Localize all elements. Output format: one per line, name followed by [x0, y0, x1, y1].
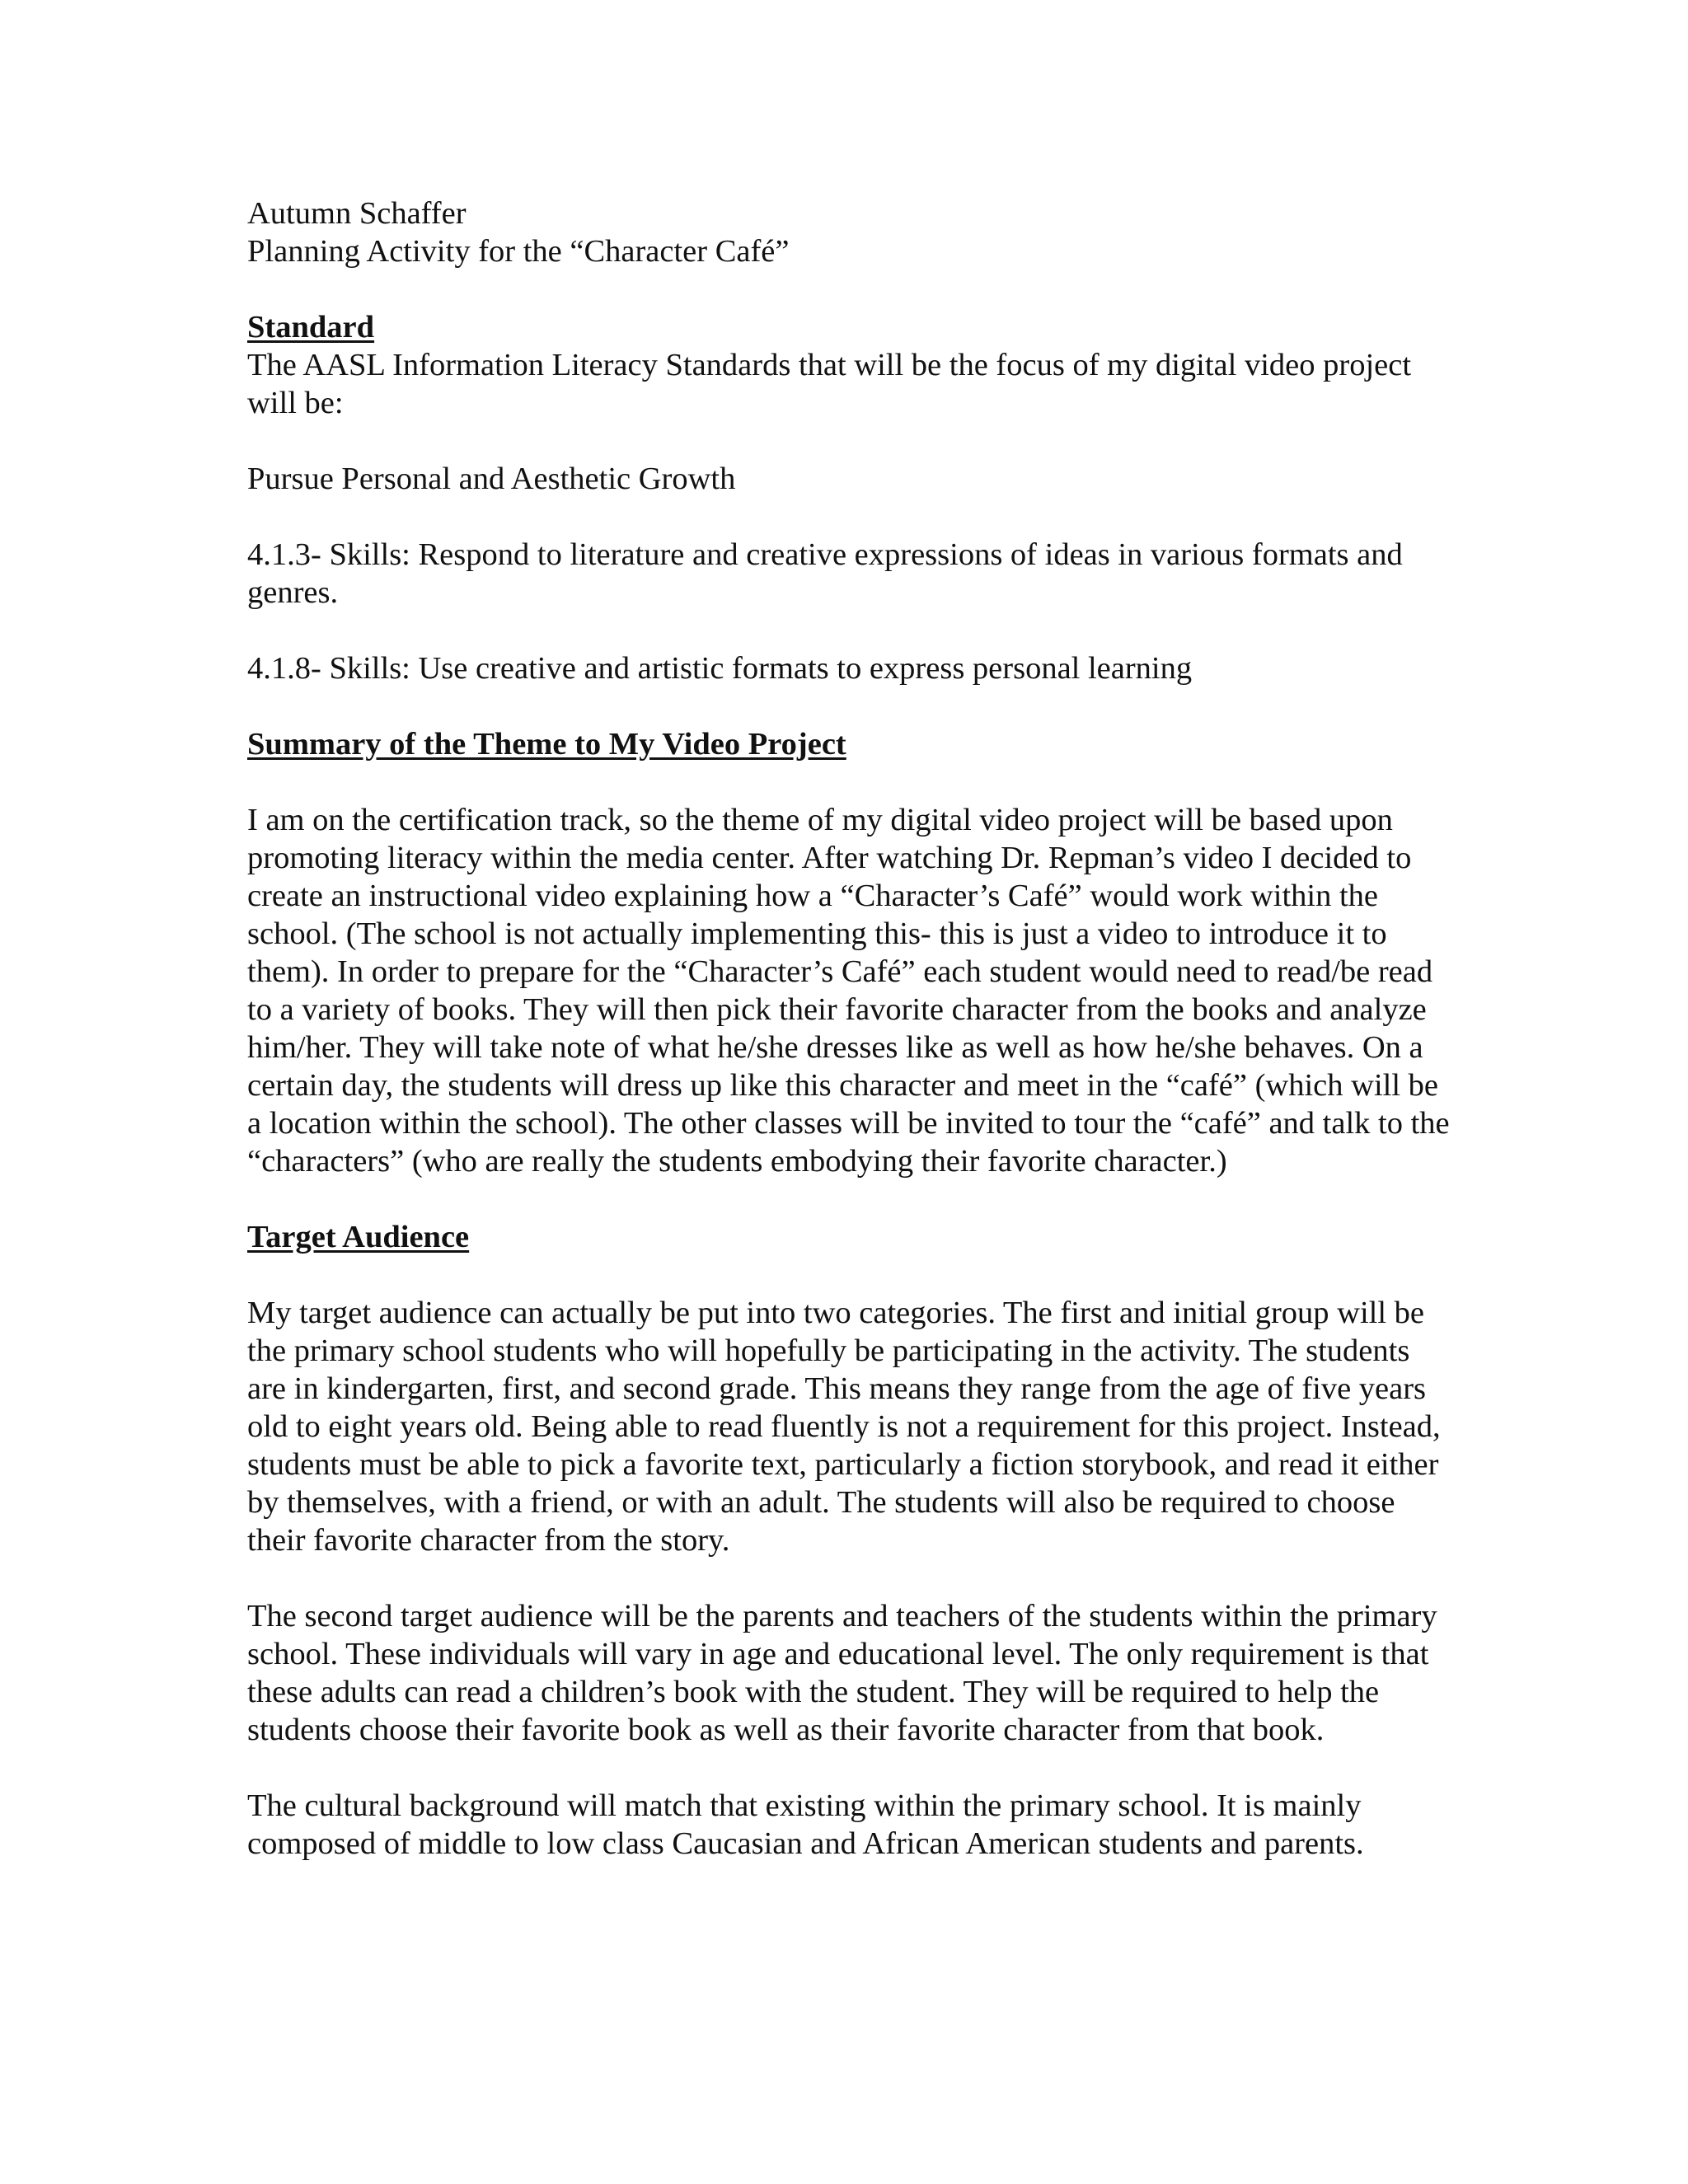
- audience-paragraph-adults: The second target audience will be the parents and teachers of the students within the primary school. These individuals will vary in age and educational level. The only requirement is that these adults can read a children’s book with the student. They will be required to help the students choose their favorite book as well as their favorite character from that book.: [247, 1599, 1437, 1747]
- audience-paragraph-students: My target audience can actually be put into two categories. The first and initial group will be the primary school students who will hopefully be participating in the activity. The students are in kindergarten, first, and second grade. This means they range from the age of five years old to eight years old. Being able to read fluently is not a requirement for this project. Instead, students must be able to pick a favorite text, particularly a fiction storybook, and read it either by themselves, with a friend, or with an adult. The students will also be required to choose their favorite character from the story.: [247, 1296, 1441, 1558]
- standard-heading: Standard: [247, 310, 375, 344]
- skill-4-1-8: 4.1.8- Skills: Use creative and artistic formats to express personal learning: [247, 651, 1193, 686]
- summary-heading: Summary of the Theme to My Video Project: [247, 727, 846, 762]
- document-body: [247, 194, 1451, 1863]
- document-title: Planning Activity for the “Character Café”: [247, 234, 790, 269]
- skill-4-1-3: 4.1.3- Skills: Respond to literature and creative expressions of ideas in various formats and genres.: [247, 537, 1403, 610]
- audience-heading: Target Audience: [247, 1220, 470, 1254]
- summary-paragraph: I am on the certification track, so the theme of my digital video project will be based upon promoting literacy within the media center. After watching Dr. Repman’s video I decided to create an instructional video explaining how a “Character’s Café” would work within the school. (The school is not actually implementing this- this is just a video to introduce it to them). In order to prepare for the “Character’s Café” each student would need to read/be read to a variety of books. They will then pick their favorite character from the books and analyze him/her. They will take note of what he/she dresses like as well as how he/she behaves. On a certain day, the students will dress up like this character and meet in the “café” (which will be a location within the school). The other classes will be invited to tour the “café” and talk to the “characters” (who are really the students embodying their favorite character.): [247, 803, 1450, 1179]
- standard-intro: The AASL Information Literacy Standards that will be the focus of my digital video project will be:: [247, 348, 1412, 420]
- author-name: Autumn Schaffer: [247, 196, 467, 231]
- audience-paragraph-culture: The cultural background will match that existing within the primary school. It is mainly composed of middle to low class Caucasian and African American students and parents.: [247, 1788, 1364, 1861]
- standard-goal: Pursue Personal and Aesthetic Growth: [247, 462, 736, 496]
